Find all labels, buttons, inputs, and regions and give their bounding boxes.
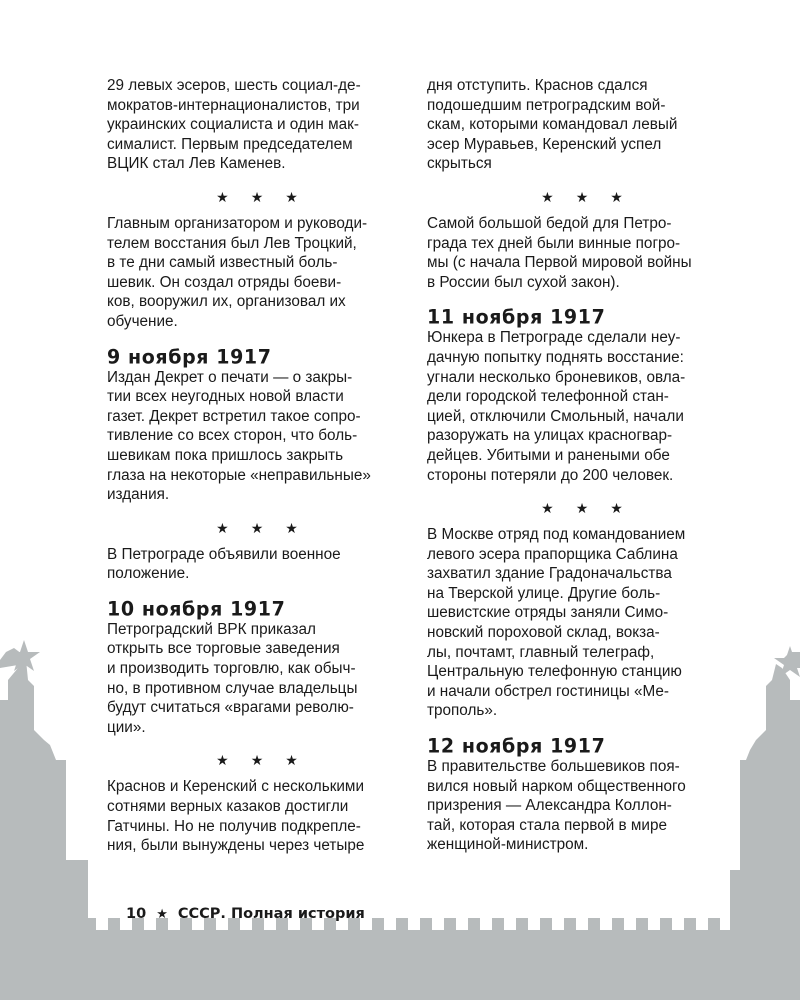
paragraph-krasnov-gatchina: Краснов и Керенский с несколькими сотнями верных казаков достигли Гатчины. Но не получив подкрепле- ния, были вынуждены через четыре bbox=[107, 778, 365, 855]
star-icon: ★ bbox=[285, 188, 298, 205]
star-icon: ★ bbox=[541, 500, 554, 517]
paragraph-martial-law: В Петрограде объявили военное положение. bbox=[107, 545, 341, 583]
paragraph-moscow-fighting: В Москве отряд под командованием левого эсера прапорщика Саблина захватил здание Градоначальства на Тверской улице. Другие боль- шевистские отряды заняли Симо- новский пороховой склад, вокза- лы, почтамт, главный телеграф, Центральную телефонную станцию и начали обстрел гостиницы «Ме- трополь». bbox=[427, 526, 686, 720]
star-icon: ★ bbox=[250, 752, 264, 769]
star-icon: ★ bbox=[610, 500, 623, 517]
section-separator bbox=[107, 190, 407, 204]
section-separator bbox=[427, 501, 737, 515]
date-heading-nov-12: 12 ноября 1917 bbox=[427, 734, 606, 758]
paragraph-kollontai: В правительстве большевиков поя- вился новый нарком общественного призрения — Александра Коллон- тай, которая стала первой в мире женщиной-министром. bbox=[427, 758, 686, 854]
page-number: 10 bbox=[126, 906, 147, 922]
star-icon: ★ bbox=[575, 500, 589, 517]
star-icon: ★ bbox=[250, 188, 264, 205]
section-separator bbox=[427, 190, 737, 204]
star-icon: ★ bbox=[216, 752, 229, 769]
paragraph-trotsky: Главным организатором и руководи- телем восстания был Лев Троцкий, в те дни самый известный боль- шевик. Он создал отряды боеви- ков, вооружил их, организовал их обучение. bbox=[107, 214, 368, 330]
star-icon: ★ bbox=[285, 752, 298, 769]
star-icon: ★ bbox=[575, 188, 589, 205]
star-icon: ★ bbox=[250, 519, 264, 536]
star-icon: ★ bbox=[216, 519, 229, 536]
star-icon: ★ bbox=[610, 188, 623, 205]
date-heading-nov-11: 11 ноября 1917 bbox=[427, 305, 606, 329]
paragraph-press-decree: Издан Декрет о печати — о закры- тии всех неугодных новой власти газет. Декрет встретил такое сопро- тивление со всех сторон, что боль- шевикам пока пришлось закрыть глаза на некоторые «неправильные» издания. bbox=[107, 368, 371, 504]
star-icon: ★ bbox=[216, 188, 229, 205]
section-separator bbox=[107, 753, 407, 767]
page-footer bbox=[126, 906, 365, 922]
date-heading-nov-9: 9 ноября 1917 bbox=[107, 344, 272, 369]
date-heading-nov-10: 10 ноября 1917 bbox=[107, 597, 286, 621]
paragraph-wine-pogroms: Самой большой бедой для Петро- града тех дней были винные погро- мы (с начала Первой мировой войны в России был сухой закон). bbox=[427, 214, 692, 291]
book-title: СССР. Полная история bbox=[177, 906, 365, 922]
left-column bbox=[107, 76, 407, 856]
paragraph-trade-order: Петроградский ВРК приказал открыть все торговые заведения и производить торговлю, как обыч- но, в противном случае владельцы будут считаться «врагами револю- ции». bbox=[107, 620, 358, 736]
star-icon: ★ bbox=[541, 188, 554, 205]
paragraph-junker-uprising: Юнкера в Петрограде сделали неу- дачную попытку поднять восстание: угнали несколько броневиков, овла- дели городской телефонной стан- цией, отключили Смольный, начали разоружать на улицах красногвар- дейцев. Убитыми и ранеными обе стороны потеряли до 200 человек. bbox=[427, 329, 686, 484]
star-icon: ★ bbox=[156, 906, 168, 922]
section-separator bbox=[107, 521, 407, 535]
paragraph-krasnov-surrender: дня отступить. Краснов сдался подошедшим петроградским вой- скам, которыми командовал левый эсер Муравьев, Керенский успел скрыться bbox=[427, 77, 678, 173]
star-icon: ★ bbox=[285, 519, 298, 536]
paragraph-vcik: 29 левых эсеров, шесть социал-де- мократов-интернационалистов, три украинских социалиста и один мак- сималист. Первым председателем ВЦИК стал Лев Каменев. bbox=[107, 77, 361, 173]
right-column bbox=[427, 76, 737, 855]
